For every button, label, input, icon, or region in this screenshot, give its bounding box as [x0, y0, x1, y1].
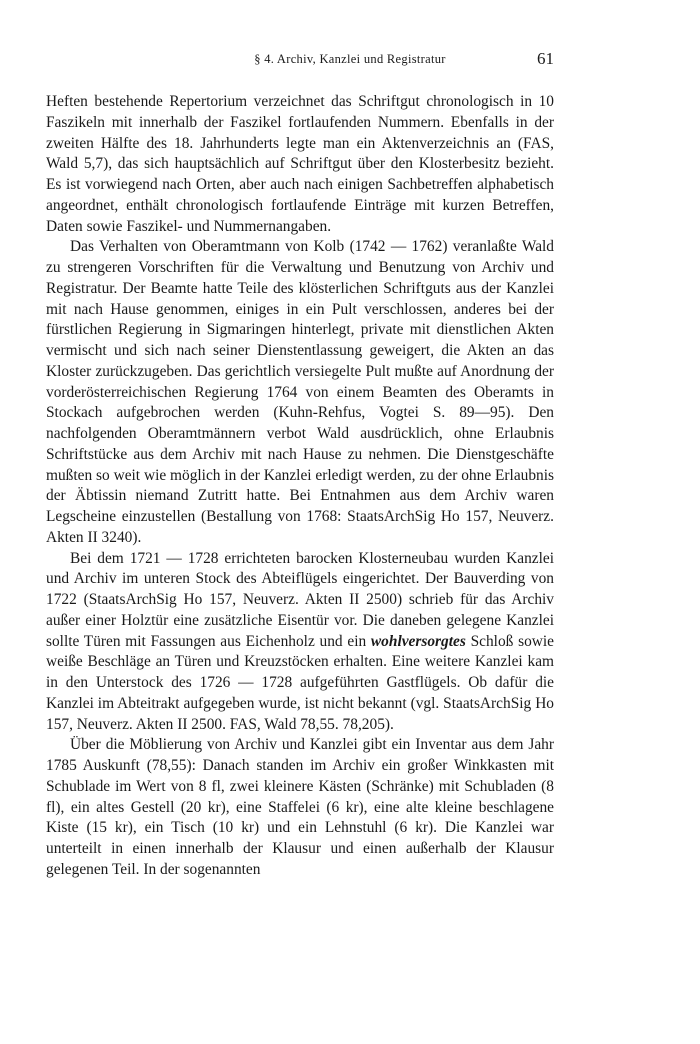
- paragraph-2-text: Das Verhalten von Oberamtmann von Kolb (1742 — 1762) veranlaßte Wald zu strengeren Vorschriften für die Verwaltung und Benutzung von Archiv und Registratur. Der Beamte hatte Teile des klösterlichen Schriftguts aus der Kanzlei mit nach Hause genommen, einiges in ein Pult verschlossen, anderes bei der fürstlichen Regierung in Sigmaringen hinterlegt, private mit dienstlichen Akten vermischt und sich nach seiner Dienstentlassung geweigert, die Akten an das Kloster zurückzugeben. Das gerichtlich versiegelte Pult mußte auf Anordnung der vorderösterreichischen Regierung 1764 von einem Beamten des Oberamts in Stockach aufgebrochen werden (Kuhn-Rehfus, Vogtei S. 89—95). Den nachfolgenden Oberamtmännern verbot Wald ausdrücklich, ohne Erlaubnis Schriftstücke aus dem Archiv mit nach Hause zu nehmen. Die Dienstgeschäfte mußten so weit wie möglich in der Kanzlei erledigt werden, zu der ohne Erlaubnis der Äbtissin niemand Zutritt hatte. Bei Entnahmen aus dem Archiv waren Legscheine einzustellen (Bestallung von 1768: StaatsArchSig Ho 157, Neuverz. Akten II 3240).: [46, 238, 554, 546]
- body-text: [46, 92, 554, 881]
- paragraph-1: [46, 92, 554, 237]
- running-head: [0, 49, 700, 72]
- emphasized-word: wohlversorgtes: [370, 632, 466, 650]
- page-number: 61: [537, 49, 554, 68]
- paragraph-4-text: Über die Möblierung von Archiv und Kanzlei gibt ein Inventar aus dem Jahr 1785 Auskunft (78,55): Danach standen im Archiv ein großer Winkkasten mit Schublade im Wert von 8 fl, zwei kleinere Kästen (Schränke) mit Schubladen (8 fl), ein altes Gestell (20 kr), eine Staffelei (6 kr), eine alte kleine beschlagene Kiste (15 kr), ein Tisch (10 kr) und ein Lehnstuhl (6 kr). Die Kanzlei war unterteilt in einen innerhalb der Klausur und einen außerhalb der Klausur gelegenen Teil. In der sogenannten: [46, 736, 554, 878]
- paragraph-3: [46, 549, 554, 736]
- paragraph-3-text-b: Schloß sowie weiße Beschläge an Türen und Kreuzstöcken erhalten. Eine weitere Kanzlei kam in den Unterstock des 1726 — 1728 aufgeführten Gastflügels. Ob dafür die Kanzlei im Abteitrakt aufgegeben wurde, ist nicht bekannt (vgl. StaatsArchSig Ho 157, Neuverz. Akten II 2500. FAS, Wald 78,55. 78,205).: [46, 632, 554, 733]
- running-title: § 4. Archiv, Kanzlei und Registratur: [254, 52, 446, 66]
- paragraph-3-text-a: Bei dem 1721 — 1728 errichteten barocken Klosterneubau wurden Kanzlei und Archiv im unteren Stock des Abteiflügels eingerichtet. Der Bauverding von 1722 (StaatsArchSig Ho 157, Neuverz. Akten II 2500) schrieb für das Archiv außer einer Holztür eine zusätzliche Eisentür vor. Die daneben gelegene Kanzlei sollte Türen mit Fassungen aus Eichenholz und ein: [46, 549, 554, 650]
- paragraph-4: [46, 735, 554, 880]
- paragraph-1-text: Heften bestehende Repertorium verzeichnet das Schriftgut chronologisch in 10 Faszikeln mit innerhalb der Faszikel fortlaufenden Nummern. Ebenfalls in der zweiten Hälfte des 18. Jahrhunderts legte man ein Aktenverzeichnis an (FAS, Wald 5,7), das sich hauptsächlich auf Schriftgut über den Klosterbesitz bezieht. Es ist vorwiegend nach Orten, aber auch nach einigen Sachbetreffen alphabetisch angeordnet, enthält chronologisch fortlaufende Einträge mit kurzen Betreffen, Daten sowie Faszikel- und Nummernangaben.: [46, 93, 554, 235]
- paragraph-2: [46, 237, 554, 548]
